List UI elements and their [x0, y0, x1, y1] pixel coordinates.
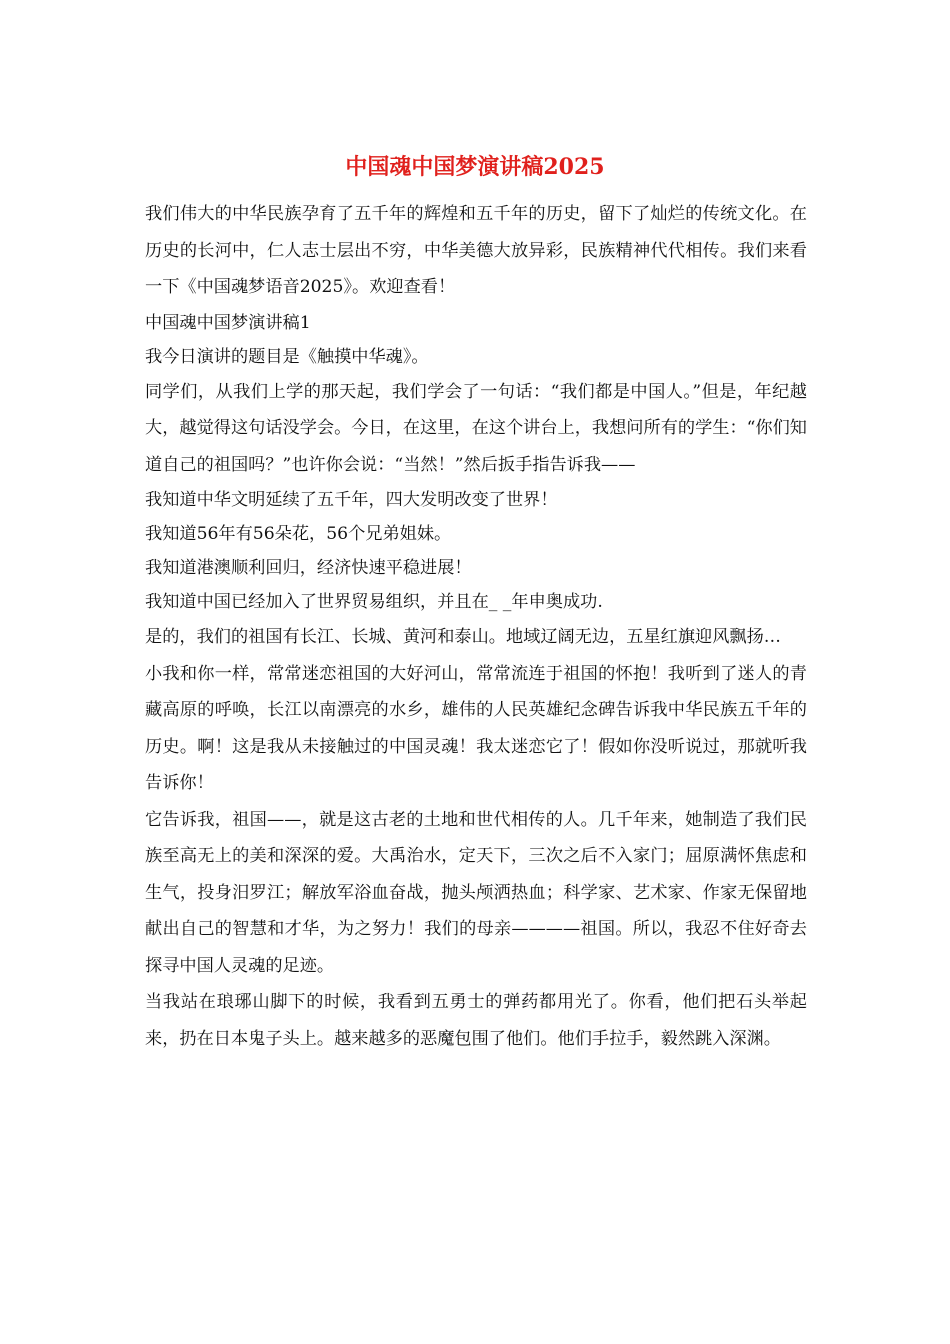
paragraph-i-know-1: 我知道中华文明延续了五千年，四大发明改变了世界！	[145, 490, 558, 510]
paragraph-intro: 我们伟大的中华民族孕育了五千年的辉煌和五千年的历史，留下了灿烂的传统文化。在历史的长河中，仁人志士层出不穷，中华美德大放异彩，民族精神代代相传。我们来看一下《中国魂梦语音2025》。欢迎查看！	[145, 204, 807, 297]
paragraph-i-know-3: 我知道港澳顺利回归，经济快速平稳进展！	[145, 558, 472, 578]
paragraph-like-you: 小我和你一样，常常迷恋祖国的大好河山，常常流连于祖国的怀抱！我听到了迷人的青藏高原的呼唤，长江以南漂亮的水乡，雄伟的人民英雄纪念碑告诉我中华民族五千年的历史。啊！这是我从未接触过的中国灵魂！我太迷恋它了！假如你没听说过，那就听我告诉你！	[145, 663, 807, 793]
paragraph-i-know-2: 我知道56年有56朵花，56个兄弟姐妹。	[145, 524, 452, 544]
paragraph-topic: 我今日演讲的题目是《触摸中华魂》。	[145, 346, 429, 367]
document-title: 中国魂中国梦演讲稿2025	[345, 154, 605, 180]
paragraph-i-know-4: 我知道中国已经加入了世界贸易组织，并且在_ _年申奥成功.	[145, 592, 603, 612]
section-heading: 中国魂中国梦演讲稿1	[145, 312, 311, 333]
paragraph-langya-mountain: 当我站在琅琊山脚下的时候，我看到五勇士的弹药都用光了。你看，他们把石头举起来，扔在日本鬼子头上。越来越多的恶魔包围了他们。他们手拉手，毅然跳入深渊。	[145, 992, 807, 1049]
paragraph-classmates: 同学们，从我们上学的那天起，我们学会了一句话：“我们都是中国人。”但是，年纪越大，越觉得这句话没学会。今日，在这里，在这个讲台上，我想问所有的学生：“你们知道自己的祖国吗？”也许你会说：“当然！”然后扳手指告诉我——	[145, 381, 807, 475]
paragraph-motherland: 是的，我们的祖国有长江、长城、黄河和泰山。地域辽阔无边，五星红旗迎风飘扬…	[145, 627, 781, 647]
document-body	[145, 196, 807, 1057]
paragraph-it-tells-me: 它告诉我，祖国——，就是这古老的土地和世代相传的人。几千年来，她制造了我们民族至高无上的美和深深的爱。大禹治水，定天下，三次之后不入家门；屈原满怀焦虑和生气，投身汨罗江；解放军浴血奋战，抛头颅洒热血；科学家、艺术家、作家无保留地献出自己的智慧和才华，为之努力！我们的母亲————祖国。所以，我忍不住好奇去探寻中国人灵魂的足迹。	[145, 809, 807, 976]
